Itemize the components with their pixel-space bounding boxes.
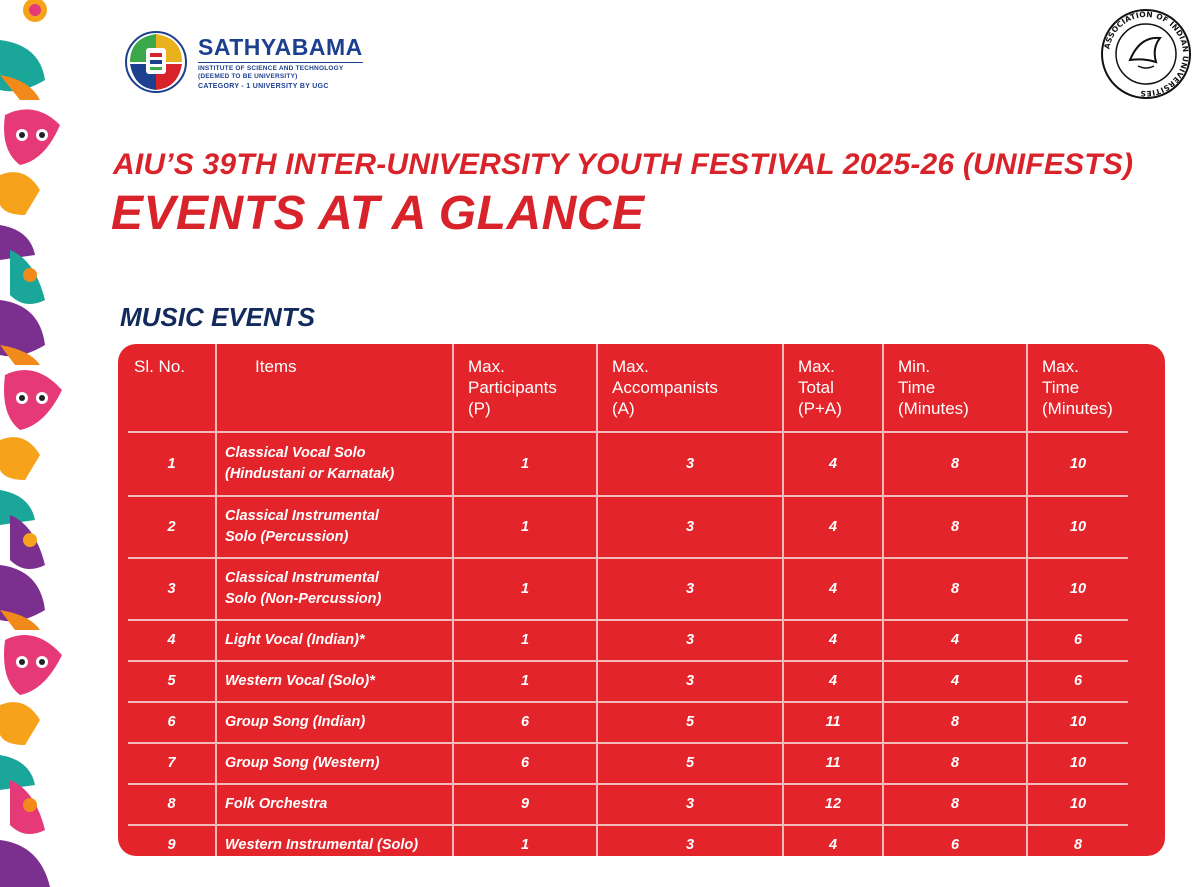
cell-max-participants: 1 [453, 661, 597, 702]
item-line: Folk Orchestra [225, 796, 328, 812]
cell-min-time: 8 [883, 496, 1027, 558]
header-line: Accompanists [612, 378, 718, 397]
cell-item [216, 661, 453, 702]
table-row [128, 784, 1128, 825]
cell-item [216, 743, 453, 784]
cell-max-accompanists: 3 [597, 661, 783, 702]
cell-min-time: 8 [883, 558, 1027, 620]
cell-min-time: 6 [883, 825, 1027, 856]
table-row [128, 558, 1128, 620]
table-row [128, 620, 1128, 661]
header-max-total [783, 344, 883, 432]
cell-max-time: 10 [1027, 496, 1128, 558]
item-line: Light Vocal (Indian)* [225, 632, 365, 648]
table-header-row [128, 344, 1128, 432]
header-max-participants [453, 344, 597, 432]
table-row [128, 825, 1128, 856]
cell-max-accompanists: 5 [597, 702, 783, 743]
header-line: Total [798, 378, 834, 397]
aiu-seal-icon [1100, 8, 1192, 100]
logo-subtitle-2: (DEEMED TO BE UNIVERSITY) [198, 72, 298, 80]
item-line: Classical Instrumental [225, 570, 379, 586]
university-emblem-icon [124, 30, 188, 94]
header-line: Max. [612, 357, 649, 376]
cell-max-total: 4 [783, 496, 883, 558]
item-line: Western Instrumental (Solo) [225, 837, 419, 853]
cell-max-total: 4 [783, 620, 883, 661]
cell-min-time: 4 [883, 661, 1027, 702]
header-line: Max. [798, 357, 835, 376]
cell-max-total: 4 [783, 558, 883, 620]
table-row [128, 432, 1128, 496]
header-line: Participants [468, 378, 557, 397]
cell-max-accompanists: 3 [597, 496, 783, 558]
page-subtitle: EVENTS AT A GLANCE [111, 187, 645, 240]
cell-max-participants: 1 [453, 825, 597, 856]
cell-item [216, 784, 453, 825]
cell-item [216, 432, 453, 496]
cell-max-time: 8 [1027, 825, 1128, 856]
events-table [128, 344, 1128, 856]
svg-text:ASSOCIATION OF INDIAN UNIVERSI: ASSOCIATION OF INDIAN UNIVERSITIES [1102, 9, 1191, 99]
cell-min-time: 8 [883, 784, 1027, 825]
cell-min-time: 8 [883, 743, 1027, 784]
cell-max-participants: 1 [453, 558, 597, 620]
header-line: Time [1042, 378, 1080, 397]
sathyabama-logo [124, 22, 394, 102]
header-max-accompanists [597, 344, 783, 432]
events-table-card [118, 344, 1165, 856]
cell-max-accompanists: 3 [597, 825, 783, 856]
header-line: Max. [468, 357, 505, 376]
page-title: AIU’S 39TH INTER-UNIVERSITY YOUTH FESTIVAL 2025-26 (UNIFESTS) [113, 148, 1134, 181]
item-line: Classical Vocal Solo [225, 445, 366, 461]
decorative-border [0, 0, 75, 887]
header-line: (P+A) [798, 399, 842, 418]
cell-min-time: 8 [883, 432, 1027, 496]
cell-max-total: 12 [783, 784, 883, 825]
cell-sl-no: 7 [128, 743, 216, 784]
cell-max-accompanists: 3 [597, 432, 783, 496]
item-line: Group Song (Indian) [225, 714, 366, 730]
decorative-pattern-icon [0, 0, 75, 887]
cell-item [216, 496, 453, 558]
header-max-time [1027, 344, 1128, 432]
logo-subtitle-1: INSTITUTE OF SCIENCE AND TECHNOLOGY [198, 62, 363, 73]
cell-item [216, 620, 453, 661]
cell-sl-no: 9 [167, 837, 176, 853]
cell-max-accompanists: 3 [597, 620, 783, 661]
header-items [216, 344, 453, 432]
header-line: (Minutes) [898, 399, 969, 418]
cell-max-participants: 9 [453, 784, 597, 825]
cell-max-time: 10 [1027, 743, 1128, 784]
cell-sl-no: 6 [128, 702, 216, 743]
item-line: Classical Instrumental [225, 508, 379, 524]
cell-max-total: 4 [783, 432, 883, 496]
header-line: Time [898, 378, 936, 397]
header-line: Min. [898, 357, 931, 376]
cell-max-total: 4 [783, 661, 883, 702]
cell-max-accompanists: 3 [597, 784, 783, 825]
logo-category: CATEGORY - 1 UNIVERSITY BY UGC [198, 82, 329, 90]
header-min-time [883, 344, 1027, 432]
cell-max-participants: 1 [453, 620, 597, 661]
cell-item [216, 558, 453, 620]
cell-max-participants: 6 [453, 743, 597, 784]
cell-max-total: 11 [783, 702, 883, 743]
table-row [128, 743, 1128, 784]
header-sl-no [128, 344, 216, 432]
cell-sl-no: 3 [128, 558, 216, 620]
table-row [128, 702, 1128, 743]
cell-min-time: 4 [883, 620, 1027, 661]
logo-name: SATHYABAMA [198, 33, 363, 60]
cell-item [216, 702, 453, 743]
cell-max-time: 10 [1027, 558, 1128, 620]
header-line: (Minutes) [1042, 399, 1113, 418]
table-row [128, 496, 1128, 558]
item-line: Solo (Non-Percussion) [225, 591, 382, 607]
cell-max-total: 11 [783, 743, 883, 784]
cell-sl-no: 2 [128, 496, 216, 558]
cell-max-time: 6 [1027, 620, 1128, 661]
cell-sl-no: 4 [128, 620, 216, 661]
cell-max-time: 6 [1027, 661, 1128, 702]
cell-max-participants: 1 [453, 496, 597, 558]
item-line: Group Song (Western) [225, 755, 380, 771]
cell-max-accompanists: 3 [597, 558, 783, 620]
item-line: Solo (Percussion) [225, 529, 349, 545]
item-line: (Hindustani or Karnatak) [225, 466, 395, 482]
header-line: Sl. No. [134, 357, 186, 376]
header-line: Max. [1042, 357, 1079, 376]
section-title: MUSIC EVENTS [120, 302, 316, 332]
cell-sl-no: 8 [128, 784, 216, 825]
header-line: (A) [612, 399, 635, 418]
cell-max-time: 10 [1027, 702, 1128, 743]
cell-sl-no: 1 [128, 432, 216, 496]
header-line: (P) [468, 399, 491, 418]
header-line: Items [255, 357, 297, 376]
cell-max-accompanists: 5 [597, 743, 783, 784]
table-row [128, 661, 1128, 702]
item-line: Western Vocal (Solo)* [225, 673, 375, 689]
cell-max-time: 10 [1027, 784, 1128, 825]
cell-max-participants: 1 [453, 432, 597, 496]
cell-max-participants: 6 [453, 702, 597, 743]
cell-max-time: 10 [1027, 432, 1128, 496]
cell-min-time: 8 [883, 702, 1027, 743]
cell-max-total: 4 [783, 825, 883, 856]
cell-item [216, 825, 453, 856]
cell-sl-no: 5 [128, 661, 216, 702]
